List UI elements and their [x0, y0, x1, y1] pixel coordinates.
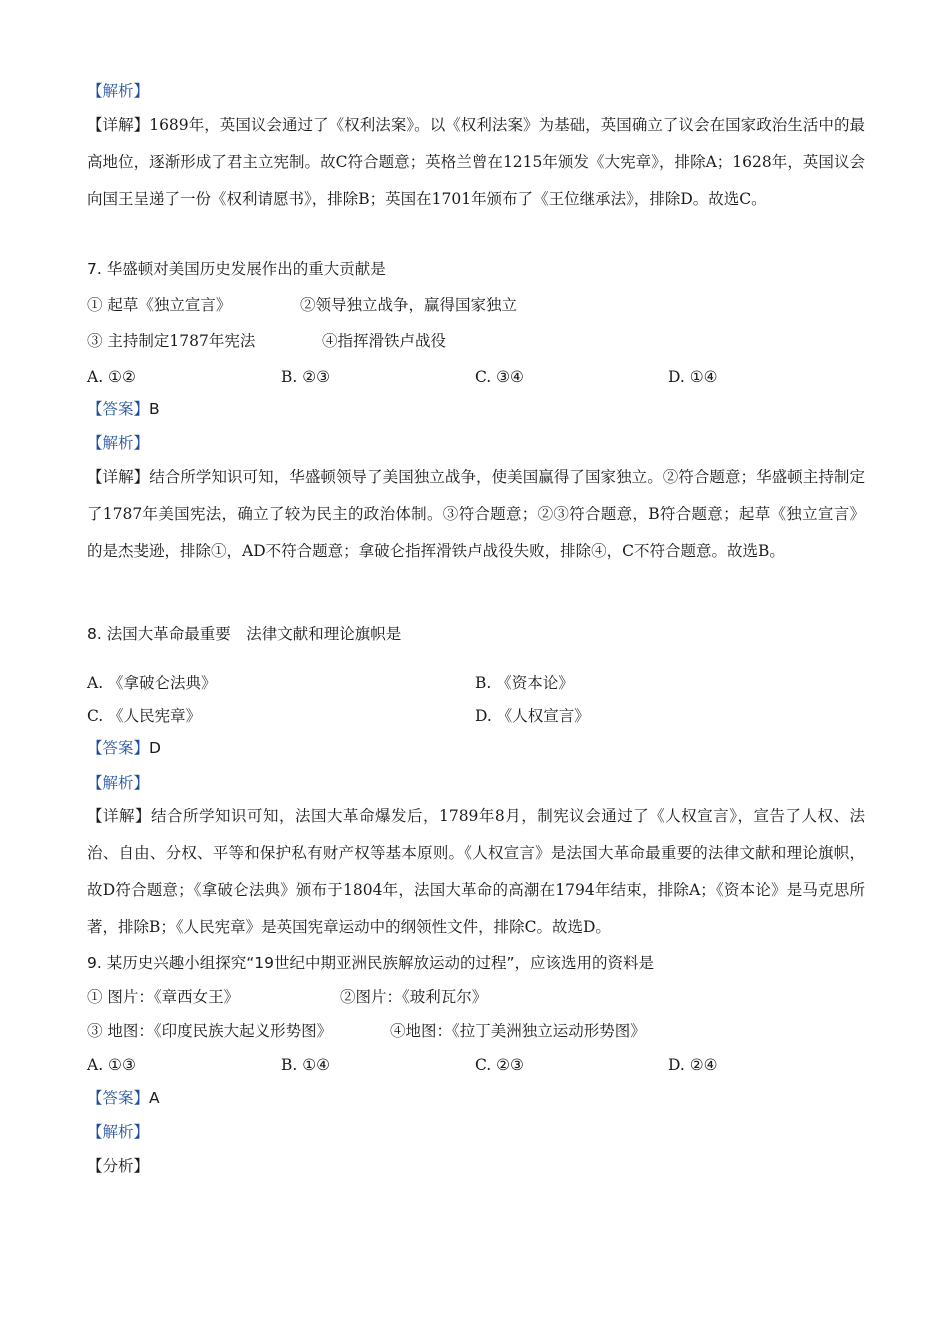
q7-option-c: C. ③④	[475, 368, 524, 386]
q7-answer	[87, 399, 160, 419]
question-number: 7.	[87, 260, 102, 278]
detail-tag: 【详解】	[87, 116, 150, 134]
q7-option-b: B. ②③	[281, 368, 331, 386]
q9-option-b: B. ①④	[281, 1056, 331, 1074]
q9-option-d: D. ②④	[668, 1056, 718, 1074]
detail-paragraph	[87, 107, 865, 218]
answer-value: B	[149, 400, 160, 418]
q9-option-c: C. ②③	[475, 1056, 524, 1074]
detail-text: 结合所学知识可知，华盛顿领导了美国独立战争，使美国赢得了国家独立。②符合题意；华盛顿主持制定了1787年美国宪法，确立了较为民主的政治体制。③符合题意；②③符合题意，B符合题意；起草《独立宣言》的是杰斐逊，排除①，AD不符合题意；拿破仑指挥滑铁卢战役失败，排除④，C不符合题意。故选B。	[87, 468, 865, 560]
q8-option-c: C. 《人民宪章》	[87, 707, 202, 725]
q7-item-4: ④指挥滑铁卢战役	[322, 332, 447, 350]
q7-item-3: ③ 主持制定1787年宪法	[87, 332, 256, 350]
q8-detail-paragraph	[87, 798, 865, 946]
question-number: 8.	[87, 625, 102, 643]
detail-text: 结合所学知识可知，法国大革命爆发后，1789年8月，制宪议会通过了《人权宣言》，宣告了人权、法治、自由、分权、平等和保护私有财产权等基本原则。《人权宣言》是法国大革命最重要的法律文献和理论旗帜，故D符合题意；《拿破仑法典》颁布于1804年，法国大革命的高潮在1794年结束，排除A；《资本论》是马克思所著，排除B；《人民宪章》是英国宪章运动中的纲领性文件，排除C。故选D。	[87, 807, 865, 936]
q7-detail-paragraph	[87, 459, 865, 570]
q9-item-2: ②图片：《玻利瓦尔》	[340, 988, 488, 1006]
question-9-stem	[87, 953, 654, 973]
question-number: 9.	[87, 954, 102, 972]
detail-tag: 【详解】	[87, 807, 151, 825]
analysis-heading: 【解析】	[87, 82, 150, 100]
answer-tag: 【答案】	[87, 739, 150, 757]
q7-item-2: ②领导独立战争，赢得国家独立	[300, 296, 518, 314]
q7-analysis-heading: 【解析】	[87, 434, 150, 452]
q7-option-d: D. ①④	[668, 368, 718, 386]
answer-value: D	[149, 739, 161, 757]
q9-item-1: ① 图片：《章西女王》	[87, 988, 240, 1006]
q7-item-1: ① 起草《独立宣言》	[87, 296, 232, 314]
detail-tag: 【详解】	[87, 468, 150, 486]
q9-fenxi-heading: 【分析】	[87, 1157, 150, 1175]
q9-item-3: ③ 地图：《印度民族大起义形势图》	[87, 1022, 333, 1040]
q7-option-a: A. ①②	[87, 368, 136, 386]
question-8-stem	[87, 624, 401, 644]
answer-tag: 【答案】	[87, 400, 150, 418]
q8-analysis-heading: 【解析】	[87, 774, 150, 792]
q9-analysis-heading: 【解析】	[87, 1123, 150, 1141]
question-7-stem	[87, 259, 386, 279]
answer-tag: 【答案】	[87, 1089, 150, 1107]
q8-option-a: A. 《拿破仑法典》	[87, 674, 217, 692]
q9-item-4: ④地图：《拉丁美洲独立运动形势图》	[390, 1022, 646, 1040]
q8-option-b: B. 《资本论》	[475, 674, 574, 692]
answer-value: A	[149, 1089, 160, 1107]
q8-answer	[87, 738, 161, 758]
question-text: 法国大革命最重要 法律文献和理论旗帜是	[106, 625, 402, 643]
detail-text: 1689年，英国议会通过了《权利法案》。以《权利法案》为基础，英国确立了议会在国家政治生活中的最高地位，逐渐形成了君主立宪制。故C符合题意；英格兰曾在1215年颁发《大宪章》，排除A；1628年，英国议会向国王呈递了一份《权利请愿书》，排除B；英国在1701年颁布了《王位继承法》，排除D。故选C。	[87, 116, 865, 208]
question-text: 华盛顿对美国历史发展作出的重大贡献是	[106, 260, 386, 278]
q9-answer	[87, 1088, 160, 1108]
q8-option-d: D. 《人权宣言》	[475, 707, 590, 725]
question-text: 某历史兴趣小组探究“19世纪中期亚洲民族解放运动的过程”，应该选用的资料是	[106, 954, 655, 972]
q9-option-a: A. ①③	[87, 1056, 136, 1074]
